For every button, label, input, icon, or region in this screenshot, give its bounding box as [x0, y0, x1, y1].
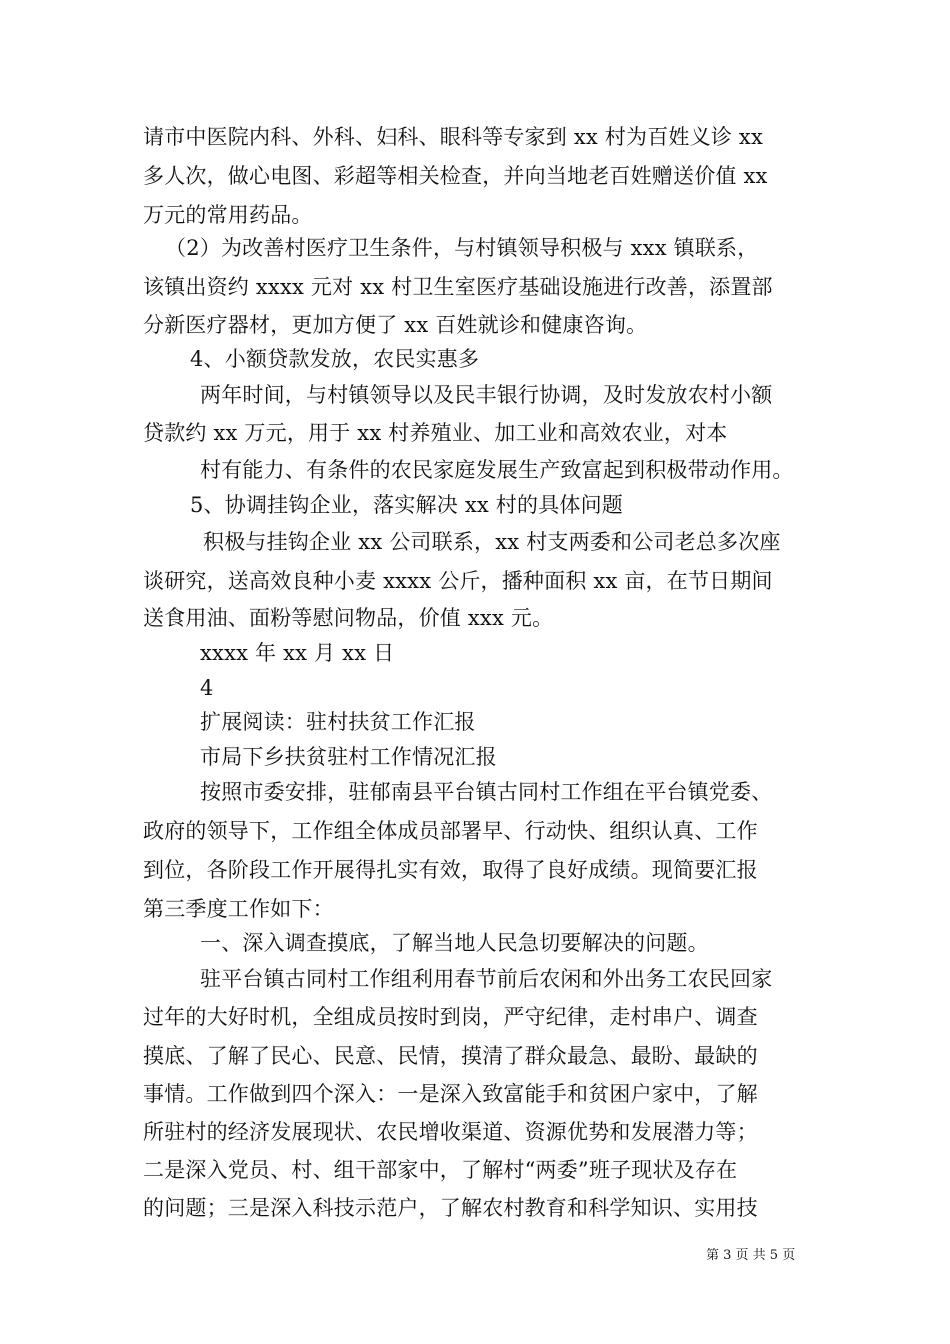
text-line: 事情。工作做到四个深入：一是深入致富能手和贫困户家中，了解 [143, 1082, 758, 1106]
page-number-text: 4 [200, 676, 214, 700]
text-line: 谈研究，送高效良种小麦 xxxx 公斤，播种面积 xx 亩，在节日期间 [143, 569, 773, 593]
report-title: 市局下乡扶贫驻村工作情况汇报 [200, 745, 497, 769]
text-line: 的问题；三是深入科技示范户，了解农村教育和科学知识、实用技 [143, 1196, 758, 1220]
section-heading: 4、小额贷款发放，农民实惠多 [190, 347, 480, 371]
text-line: 该镇出资约 xxxx 元对 xx 村卫生室医疗基础设施进行改善，添置部 [143, 275, 773, 299]
text-line: 过年的大好时机，全组成员按时到岗，严守纪律，走村串户、调查 [143, 1005, 758, 1029]
page-footer: 第 3 页 共 5 页 [706, 1248, 796, 1263]
text-line: 两年时间，与村镇领导以及民丰银行协调，及时发放农村小额 [200, 383, 773, 407]
text-line: 万元的常用药品。 [143, 203, 313, 227]
text-line: 分新医疗器材，更加方便了 xx 百姓就诊和健康咨询。 [143, 313, 648, 337]
date-line: xxxx 年 xx 月 xx 日 [200, 641, 395, 665]
text-line: 村有能力、有条件的农民家庭发展生产致富起到积极带动作用。 [200, 458, 794, 482]
text-line: 按照市委安排，驻郁南县平台镇古同村工作组在平台镇党委、 [200, 780, 773, 804]
text-line: 贷款约 xx 万元，用于 xx 村养殖业、加工业和高效农业，对本 [143, 421, 728, 445]
text-line: 多人次，做心电图、彩超等相关检查，并向当地老百姓赠送价值 xx [143, 164, 768, 188]
text-line: 请市中医院内科、外科、妇科、眼科等专家到 xx 村为百姓义诊 xx [143, 125, 763, 149]
text-line: 驻平台镇古同村工作组利用春节前后农闲和外出务工农民回家 [200, 967, 773, 991]
text-line: 政府的领导下，工作组全体成员部署早、行动快、组织认真、工作 [143, 819, 758, 843]
extended-reading-title: 扩展阅读：驻村扶贫工作汇报 [200, 710, 476, 734]
text-line: 送食用油、面粉等慰问物品，价值 xxx 元。 [143, 606, 554, 630]
text-line: （2）为改善村医疗卫生条件，与村镇领导积极与 xxx 镇联系， [165, 236, 759, 260]
text-line: 二是深入党员、村、组干部家中，了解村“两委”班子现状及存在 [143, 1158, 738, 1182]
text-line: 摸底、了解了民心、民意、民情，摸清了群众最急、最盼、最缺的 [143, 1044, 758, 1068]
section-heading: 一、深入调查摸底，了解当地人民急切要解决的问题。 [200, 931, 709, 955]
section-heading: 5、协调挂钩企业，落实解决 xx 村的具体问题 [190, 493, 623, 517]
text-line: 第三季度工作如下： [143, 897, 334, 921]
text-line: 积极与挂钩企业 xx 公司联系，xx 村支两委和公司老总多次座 [203, 530, 781, 554]
text-line: 到位，各阶段工作开展得扎实有效，取得了良好成绩。现简要汇报 [143, 858, 758, 882]
text-line: 所驻村的经济发展现状、农民增收渠道、资源优势和发展潜力等； [143, 1120, 758, 1144]
